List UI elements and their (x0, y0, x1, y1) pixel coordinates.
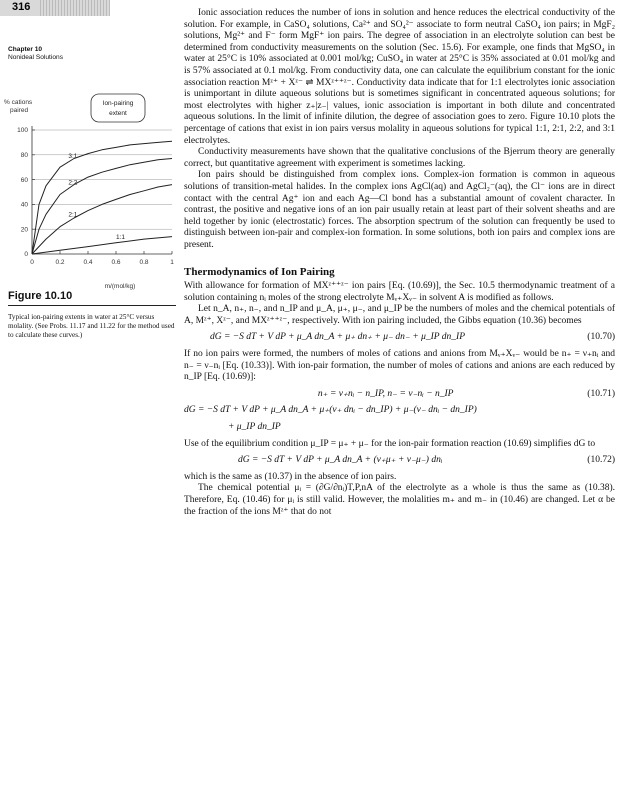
page-number: 316 (12, 1, 31, 13)
series-label-1-to-1: 1:1 (116, 233, 126, 241)
paragraph-allowance: With allowance for formation of MXᶻ⁺⁺ᶻ⁻ ion pairs [Eq. (10.69)], the Sec. 10.5 thermodynamic treatment of a solution containing nᵢ moles of the strong electrolyte Mᵥ₊Xᵥ₋ in solvent A is modified as follows. (184, 281, 615, 303)
paragraph-bjerrum: Conductivity measurements have shown that the qualitative conclusions of the Bjerrum theory are generally correct, but quantitative agreement with experiment is sometimes lacking. (184, 147, 615, 169)
series-line-2-to-1 (32, 185, 172, 254)
series-label-2-to-1: 2:1 (68, 211, 78, 219)
equation-10-71-number: (10.71) (587, 388, 615, 399)
equation-10-71 (184, 389, 615, 401)
equation-dg-continued-expression: + μ_IP dn_IP (228, 422, 281, 432)
chapter-number: Chapter 10 (8, 46, 43, 53)
paragraph-complex-ions: Ion pairs should be distinguished from complex ions. Complex-ion formation is common in aqueous solutions of transition-metal halides. In the complex ions AgCl(aq) and AgCl₂⁻(aq), the Cl⁻ ions are in direct contact with the central Ag⁺ ion and each Ag—Cl bond has a substantial amount of covalent character. In contrast, the positive and negative ions of an ion pair usually retain at least part of their solvent sheaths and are held together by ionic (electrostatic) forces. The absorption spectrum of the solution can frequently be used to distinguish between ion-pair and complex-ion formation. In some solutions, both ion pairs and complex ions are present. (184, 170, 615, 250)
y-tick-label: 60 (20, 176, 28, 184)
figure-title-rule (8, 305, 176, 306)
y-tick-label: 0 (24, 251, 28, 259)
equation-10-72-number: (10.72) (587, 455, 615, 466)
equation-10-70-number: (10.70) (587, 332, 615, 343)
x-axis-label: m/(mol/kg) (104, 283, 136, 290)
series-label-3-to-1: 3:1 (68, 152, 78, 160)
equation-10-71-expression: n₊ = ν₊nᵢ − n_IP, n₋ = ν₋nᵢ − n_IP (317, 388, 454, 399)
ion-pairing-chart (2, 92, 178, 292)
chart-title-box (91, 94, 145, 122)
equation-dg-expanded (184, 405, 615, 417)
paragraph-definitions: Let n_A, n₊, n₋, and n_IP and μ_A, μ₊, μ₋, and μ_IP be the numbers of moles and the chemical potentials of A, Mᶻ⁺, Xᶻ⁻, and MXᶻ⁺⁺ᶻ⁻, respectively. With ion pairing included, the Gibbs equation (10.36) becomes (184, 304, 615, 326)
y-tick-label: 80 (20, 152, 28, 159)
paragraph-equilibrium-condition: Use of the equilibrium condition μ_IP = μ₊ + μ₋ for the ion-pair formation reaction (10.69) simplifies dG to (184, 438, 596, 449)
x-tick-label: 0.8 (139, 259, 149, 266)
y-axis-label-line2: paired (10, 107, 29, 114)
header-hatch-decoration (40, 0, 110, 16)
x-tick-label: 0.6 (111, 259, 121, 266)
x-tick-label: 1 (170, 259, 174, 266)
chart-title-line1: Ion-pairing (102, 100, 134, 107)
y-tick-label: 100 (17, 127, 28, 135)
paragraph-same-as: which is the same as (10.37) in the absence of ion pairs. (184, 471, 397, 482)
x-tick-label: 0 (30, 259, 34, 266)
figure-10-10 (2, 92, 178, 292)
equation-10-72-expression: dG = −S dT + V dP + μ_A dn_A + (ν₊μ₊ + ν₋μ₋) dnᵢ (238, 455, 443, 466)
equation-10-70-expression: dG = −S dT + V dP + μ_A dn_A + μ₊ dn₊ + μ₋ dn₋ + μ_IP dn_IP (210, 332, 466, 343)
x-tick-label: 0.4 (83, 259, 93, 266)
equation-10-70 (184, 332, 615, 344)
section-heading: Thermodynamics of Ion Pairing (184, 266, 335, 279)
y-tick-label: 40 (20, 201, 28, 209)
series-line-1-to-1 (32, 237, 172, 254)
equation-10-72 (184, 455, 615, 467)
equation-dg-expanded-expression: dG = −S dT + V dP + μ_A dn_A + μ₊(ν₊ dnᵢ − dn_IP) + μ₋(ν₋ dnᵢ − dn_IP) (184, 405, 477, 416)
figure-caption: Typical ion-pairing extents in water at 25°C versus molality. (See Probs. 11.17 and 11.22 for the method used to calculate these curves.) (8, 313, 175, 339)
chart-title-line2: extent (109, 110, 127, 117)
main-text-column (184, 8, 615, 518)
series-line-2-to-2 (32, 159, 172, 255)
chapter-title: Nonideal Solutions (8, 54, 63, 61)
chapter-label (8, 46, 174, 62)
x-tick-label: 0.2 (55, 259, 65, 266)
equation-dg-continued (184, 422, 615, 434)
series-label-2-to-2: 2:2 (68, 179, 78, 187)
y-axis-label-line1: % cations (4, 99, 33, 106)
figure-title: Figure 10.10 (8, 290, 73, 302)
paragraph-no-ion-pairs: If no ion pairs were formed, the numbers of moles of cations and anions from Mᵥ₊Xᵥ₋ would be n₊ = ν₊nᵢ and n₋ = ν₋nᵢ [Eq. (10.33)]. With ion-pair formation, the number of moles of cations and anions are each reduced by n_IP [Eq. (10.69)]: (184, 349, 615, 383)
paragraph-chemical-potential: The chemical potential μᵢ = (∂G/∂nᵢ)T,P,nA of the electrolyte as a whole is thus the same as (10.38). Therefore, Eq. (10.46) for μᵢ is still valid. However, the molalities m₊ and m₋ in (10.46) are changed. Let α be the fraction of the ions Mᶻ⁺ that do not (184, 483, 615, 517)
y-tick-label: 20 (20, 226, 28, 234)
paragraph-ionic-association: Ionic association reduces the number of ions in solution and hence reduces the electrical conductivity of the solution. For example, in CaSO₄ solutions, Ca²⁺ and SO₄²⁻ associate to form neutral CaSO₄ ion pairs; in MgF₂ solutions, Mg²⁺ and F⁻ form MgF⁺ ion pairs. The degree of association in an electrolyte solution can best be determined from conductivity measurements on the solution (Sec. 15.6). For example, one finds that MgSO₄ in water at 25°C is 10% associated at 0.001 mol/kg; CuSO₄ in water at 25°C is 35% associated at 0.01 mol/kg and is 57% associated at 0.1 mol/kg. From conductivity data, one can calculate the equilibrium constant for the ionic association reaction Mᶻ⁺ + Xᶻ⁻ ⇌ MXᶻ⁺⁺ᶻ⁻. Conductivity data indicate that for 1:1 electrolytes ionic association is unimportant in dilute aqueous solutions but is sometimes significant in concentrated aqueous solutions; for most electrolytes with higher z₊|z₋| values, ionic association is important in both dilute and concentrated aqueous solutions. In the limit of infinite dilution, the degree of association goes to zero. Figure 10.10 plots the percentage of cations that exist in ion pairs versus molality in aqueous solutions for typical 1:1, 2:1, 2:2, and 3:1 electrolytes. (184, 8, 615, 146)
series-line-3-to-1 (32, 141, 172, 254)
